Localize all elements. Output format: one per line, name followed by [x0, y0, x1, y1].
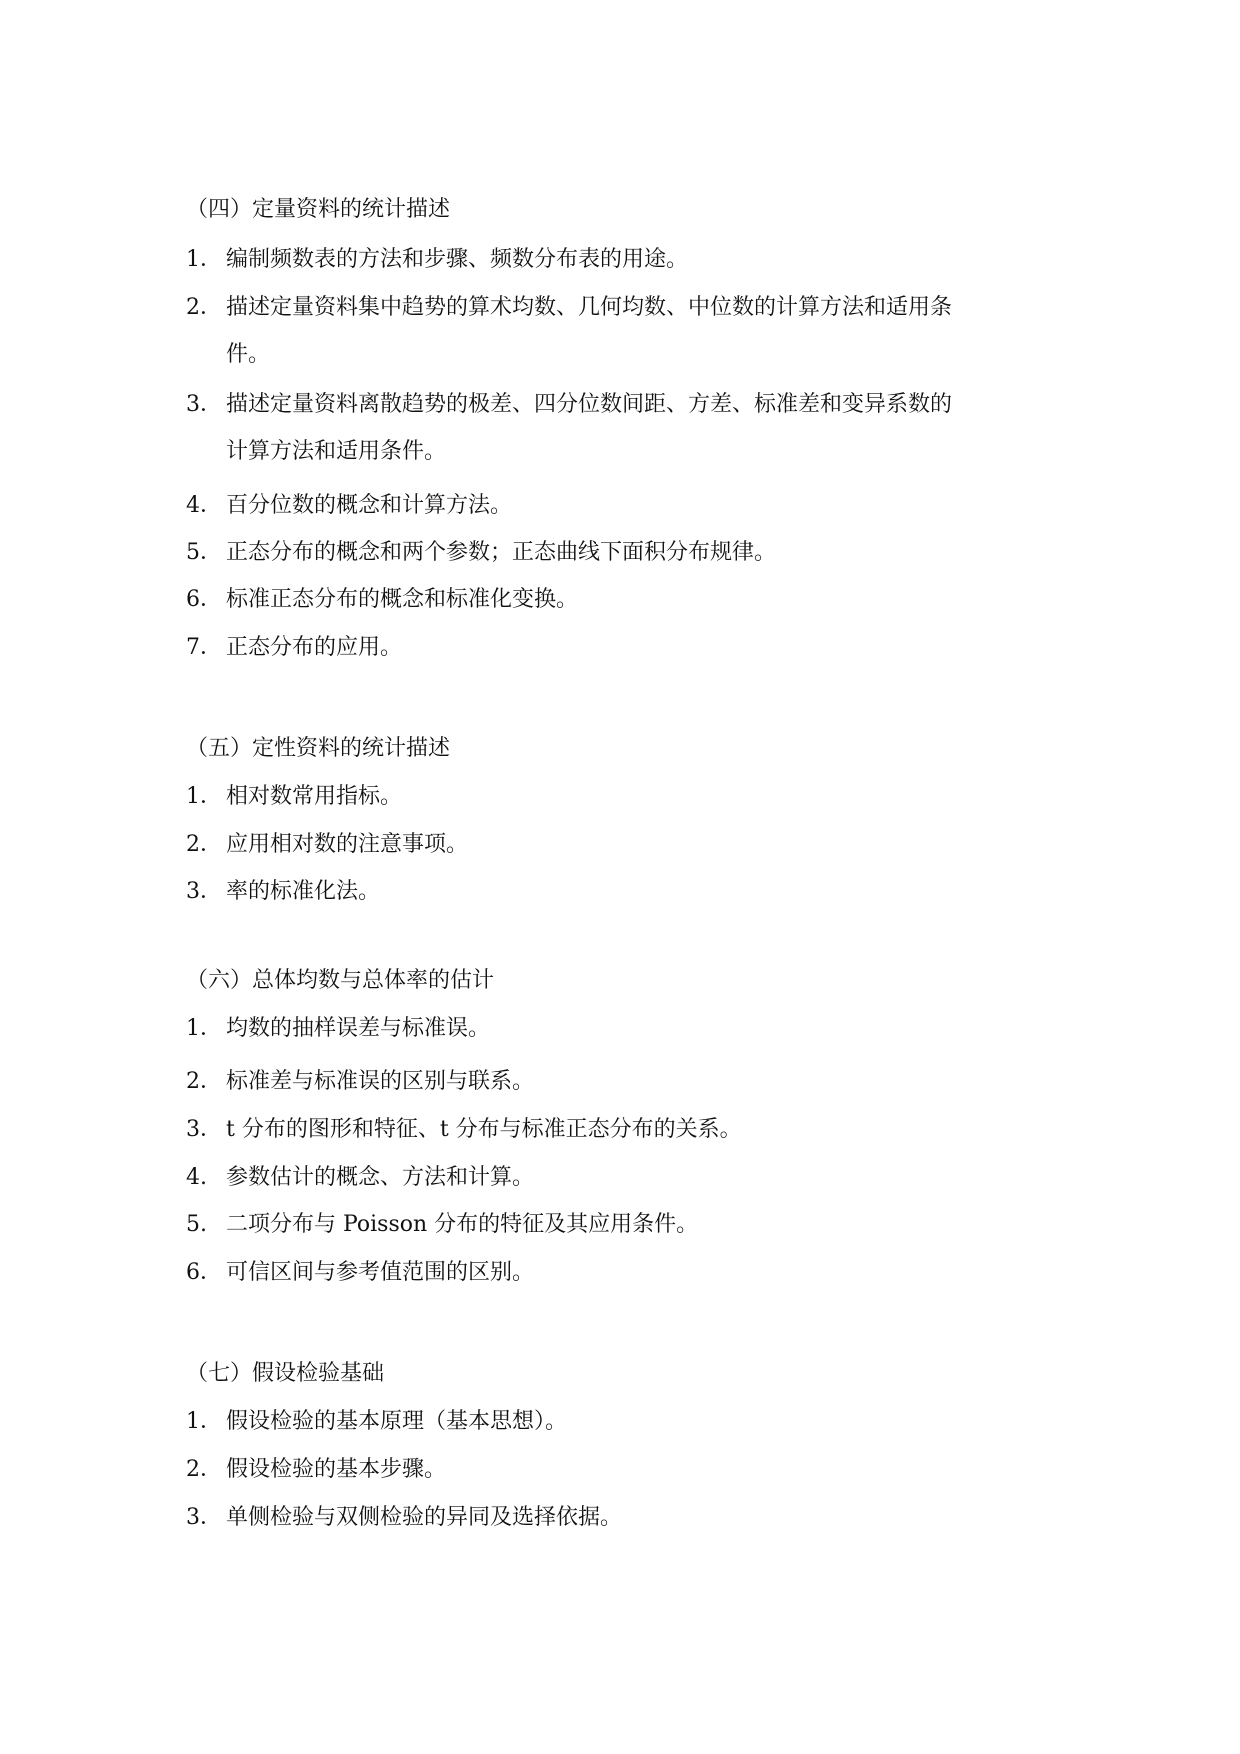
section-heading-5: （五）定性资料的统计描述	[186, 736, 451, 761]
item-text: 率的标准化法。	[226, 879, 381, 904]
item-text: 均数的抽样误差与标准误。	[226, 1016, 491, 1041]
list-item	[186, 782, 402, 812]
item-text: 描述定量资料离散趋势的极差、四分位数间距、方差、标准差和变异系数的	[226, 392, 953, 417]
list-item	[186, 585, 578, 615]
item-number: 1．	[186, 247, 222, 272]
item-text: 假设检验的基本原理（基本思想）。	[226, 1409, 568, 1434]
list-item	[186, 491, 512, 521]
list-item	[186, 1503, 622, 1533]
item-text: 标准正态分布的概念和标准化变换。	[226, 587, 579, 612]
item-text: 应用相对数的注意事项。	[226, 832, 469, 857]
list-item	[186, 1455, 446, 1485]
item-number: 1．	[186, 1409, 222, 1434]
item-text: 正态分布的概念和两个参数；正态曲线下面积分布规律。	[226, 540, 777, 565]
item-number: 4．	[186, 493, 222, 518]
item-text: 假设检验的基本步骤。	[226, 1457, 447, 1482]
list-item	[186, 1258, 534, 1288]
item-number: 5．	[186, 540, 222, 565]
list-item	[186, 830, 468, 860]
list-item	[186, 293, 952, 323]
section-heading-6: （六）总体均数与总体率的估计	[186, 968, 495, 993]
item-number: 1．	[186, 1016, 222, 1041]
item-number: 5.	[186, 1212, 207, 1237]
list-item	[186, 1163, 534, 1193]
list-item	[186, 877, 380, 907]
list-item	[186, 245, 688, 275]
list-item	[186, 390, 952, 420]
item-text: 正态分布的应用。	[226, 635, 403, 660]
list-item	[186, 1115, 742, 1145]
section-heading-4: （四）定量资料的统计描述	[186, 197, 451, 222]
item-number: 3．	[186, 879, 222, 904]
item-number: 3．	[186, 1117, 222, 1142]
item-number: 4.	[186, 1165, 207, 1190]
item-text: 二项分布与 Poisson 分布的特征及其应用条件。	[226, 1212, 699, 1237]
section-heading-7: （七）假设检验基础	[186, 1361, 385, 1386]
item-number: 2．	[186, 295, 222, 320]
item-number: 1．	[186, 784, 222, 809]
item-number: 2．	[186, 832, 222, 857]
list-item	[186, 538, 776, 568]
item-text-continuation: 件。	[226, 342, 271, 367]
list-item	[186, 1067, 534, 1097]
item-text: 编制频数表的方法和步骤、频数分布表的用途。	[226, 247, 689, 272]
list-item	[186, 1407, 567, 1437]
item-number: 2．	[186, 1069, 222, 1094]
item-text: t 分布的图形和特征、t 分布与标准正态分布的关系。	[226, 1117, 742, 1142]
list-item	[186, 633, 402, 663]
list-item	[186, 1210, 698, 1240]
item-text: 标准差与标准误的区别与联系。	[226, 1069, 535, 1094]
item-text: 百分位数的概念和计算方法。	[226, 493, 513, 518]
item-text: 参数估计的概念、方法和计算。	[226, 1165, 535, 1190]
item-text: 描述定量资料集中趋势的算术均数、几何均数、中位数的计算方法和适用条	[226, 295, 953, 320]
item-text: 可信区间与参考值范围的区别。	[226, 1260, 535, 1285]
item-number: 6．	[186, 1260, 222, 1285]
list-item	[186, 1014, 490, 1044]
item-text: 相对数常用指标。	[226, 784, 403, 809]
item-number: 6．	[186, 587, 222, 612]
item-number: 7．	[186, 635, 222, 660]
item-text-continuation: 计算方法和适用条件。	[226, 439, 447, 464]
item-number: 3．	[186, 1505, 222, 1530]
item-number: 3．	[186, 392, 222, 417]
item-text: 单侧检验与双侧检验的异同及选择依据。	[226, 1505, 623, 1530]
item-number: 2．	[186, 1457, 222, 1482]
